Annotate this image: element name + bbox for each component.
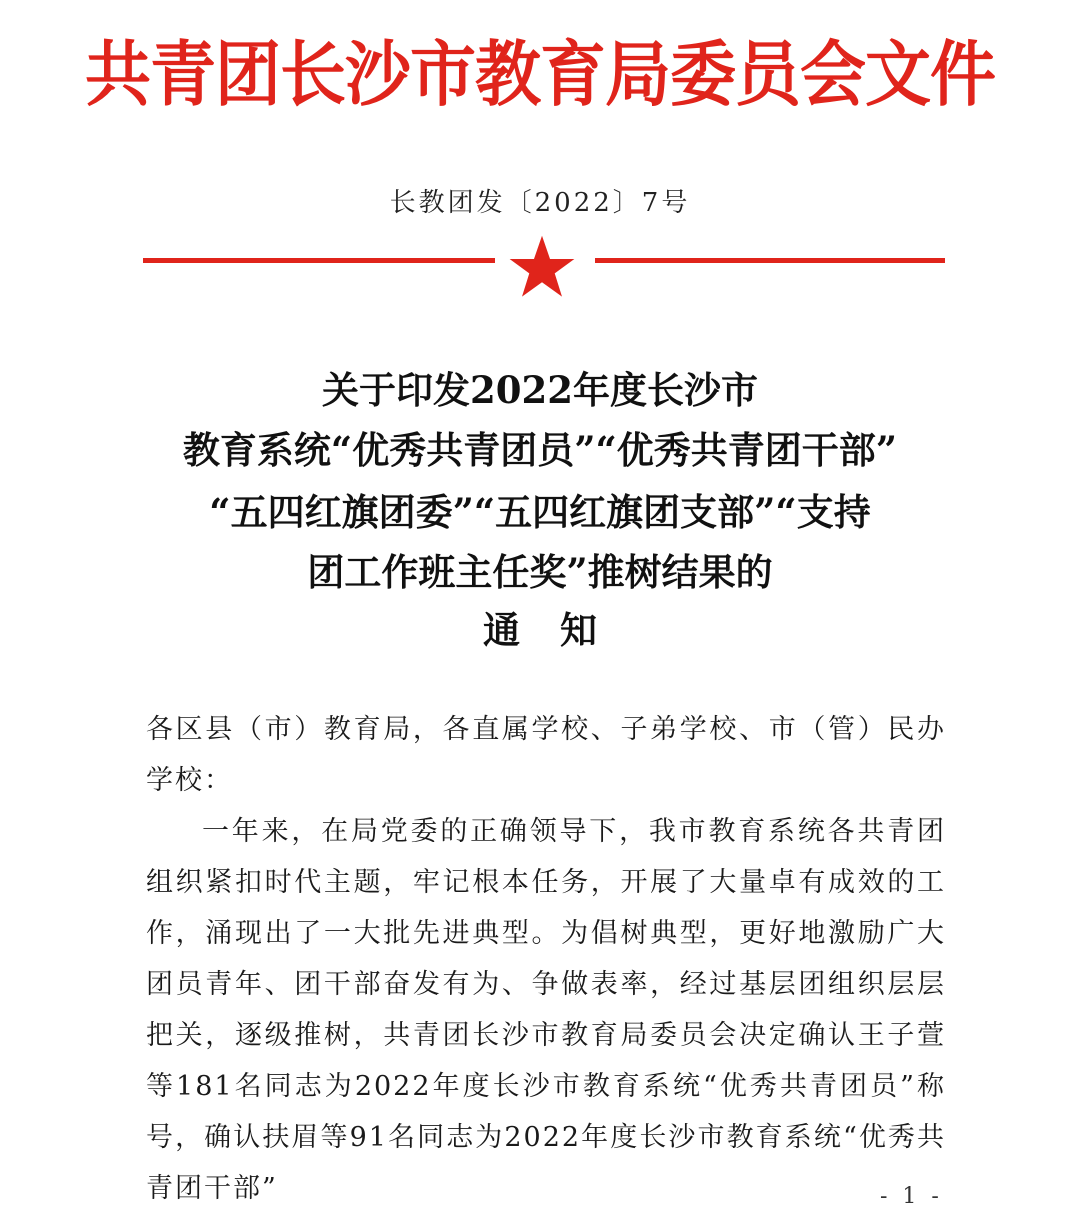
title-line-2: 教育系统“优秀共青团员”“优秀共青团干部” [182, 428, 898, 472]
title-line-1: 关于印发2022年度长沙市 [322, 368, 758, 412]
body-paragraph: 一年来，在局党委的正确领导下，我市教育系统各共青团组织紧扣时代主题，牢记根本任务，开展了大量卓有成效的工作，涌现出了一大批先进典型。为倡树典型，更好地激励广大团员青年、团干部奋发有为、争做表率，经过基层团组织层层把关，逐级推树，共青团长沙市教育局委员会决定确认王子萱等181名同志为2022年度长沙市教育系统“优秀共青团员”称号，确认扶眉等91名同志为2022年度长沙市教育系统“优秀共青团干部” [146, 816, 946, 1204]
document-number: 长教团发〔2022〕7号 [389, 188, 691, 218]
red-divider-right [595, 258, 945, 263]
title-line-4: 团工作班主任奖”推树结果的 [307, 550, 773, 594]
star-icon [508, 233, 576, 301]
red-divider-left [143, 258, 495, 263]
page-number: - 1 - [880, 1184, 943, 1209]
document-masthead: 共青团长沙市教育局委员会文件 [85, 32, 995, 117]
title-line-3: “五四红旗团委”“五四红旗团支部”“支持 [209, 490, 871, 534]
salutation: 各区县（市）教育局，各直属学校、子弟学校、市（管）民办学校： [146, 714, 946, 796]
title-line-5: 通知 [483, 608, 637, 652]
